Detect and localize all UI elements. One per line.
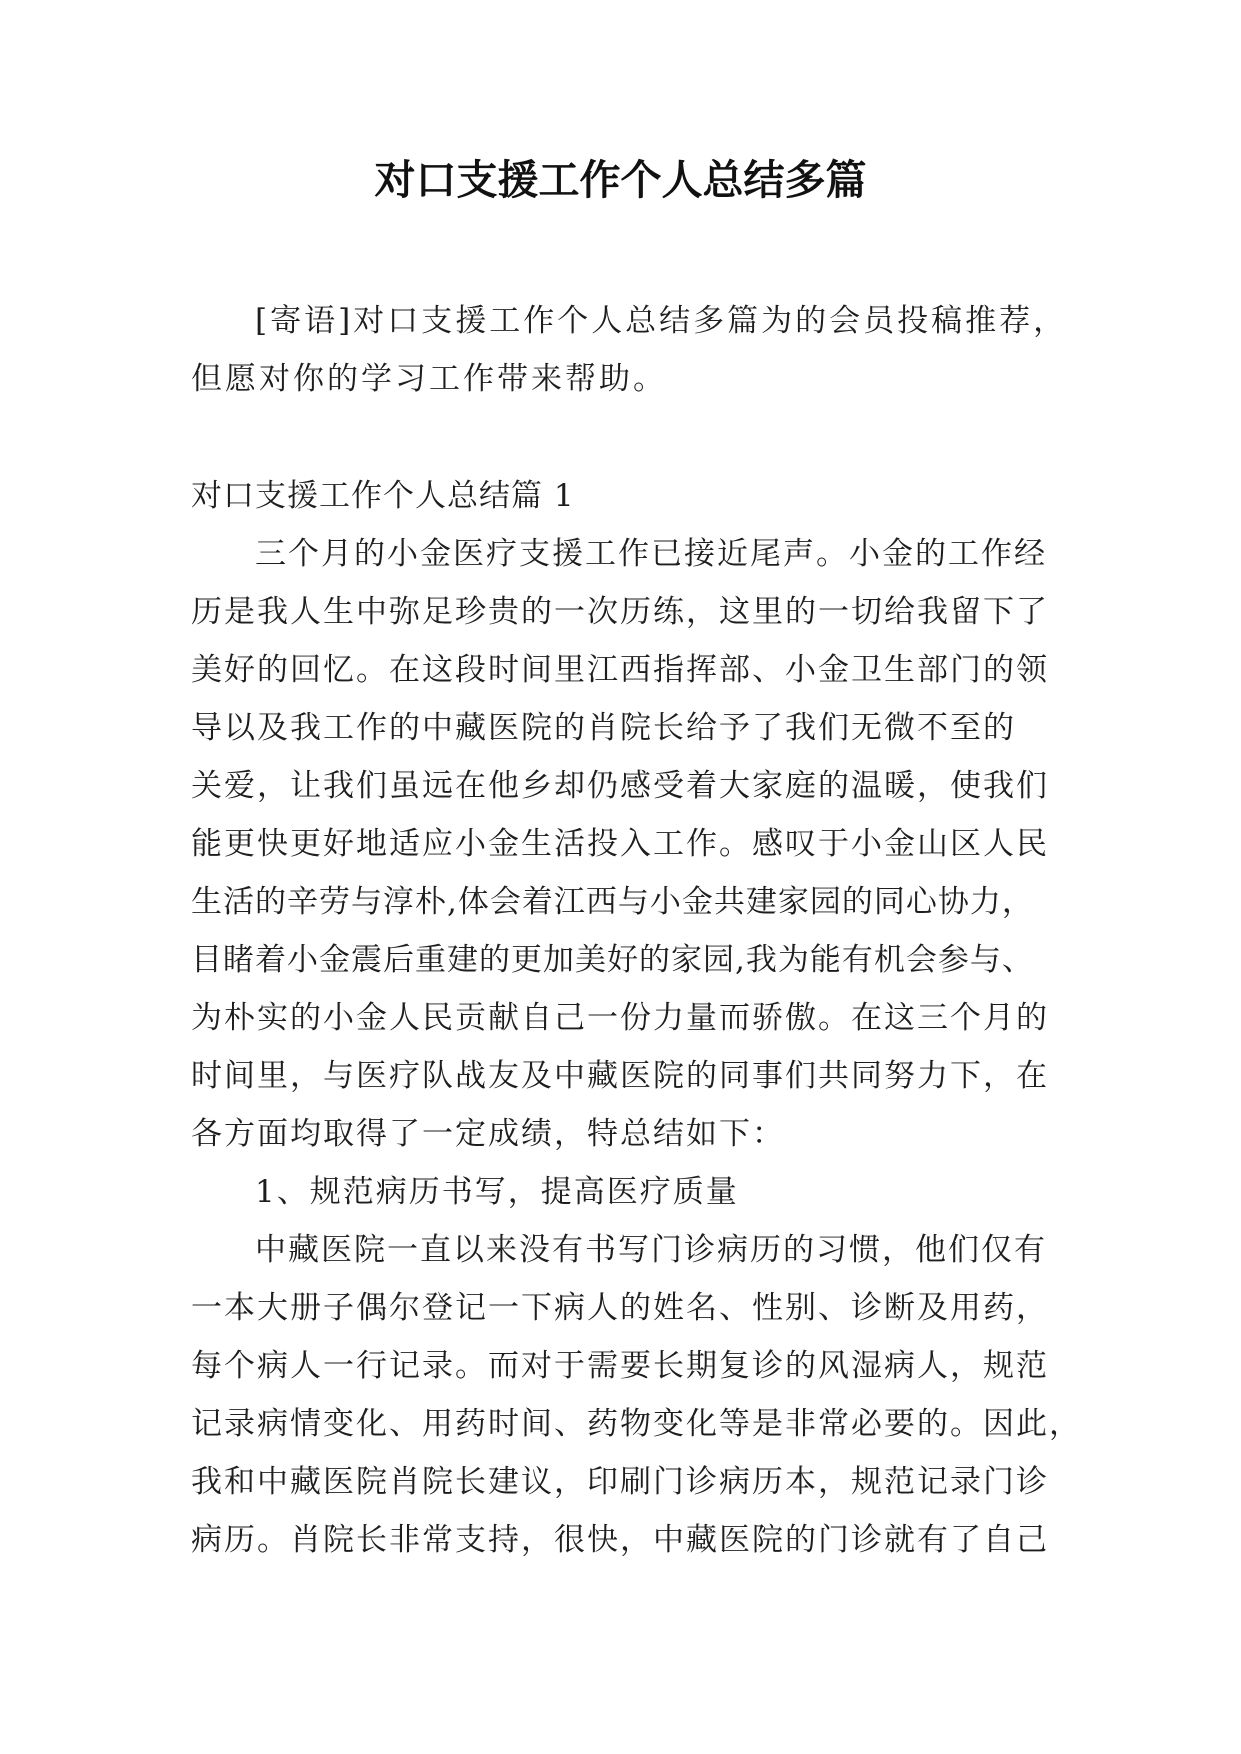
intro-line: 但愿对你的学习工作带来帮助。: [191, 361, 667, 397]
paragraph-line: 我和中藏医院肖院长建议，印刷门诊病历本，规范记录门诊: [191, 1464, 1049, 1500]
paragraph-line: 三个月的小金医疗支援工作已接近尾声。小金的工作经: [255, 536, 1047, 572]
paragraph-line: 能更快更好地适应小金生活投入工作。感叹于小金山区人民: [191, 826, 1049, 862]
paragraph-line: 为朴实的小金人民贡献自己一份力量而骄傲。在这三个月的: [191, 1000, 1049, 1036]
paragraph-line: 每个病人一行记录。而对于需要长期复诊的风湿病人，规范: [191, 1348, 1049, 1384]
paragraph-line: 关爱，让我们虽远在他乡却仍感受着大家庭的温暖，使我们: [191, 768, 1049, 804]
paragraph-line: 目睹着小金震后重建的更加美好的家园,我为能有机会参与、: [191, 942, 1034, 978]
paragraph-line: 中藏医院一直以来没有书写门诊病历的习惯，他们仅有: [255, 1232, 1047, 1268]
paragraph-line: 历是我人生中弥足珍贵的一次历练，这里的一切给我留下了: [191, 594, 1049, 630]
paragraph-line: 病历。肖院长非常支持，很快，中藏医院的门诊就有了自己: [191, 1522, 1049, 1558]
item-heading: 1、规范病历书写，提高医疗质量: [255, 1174, 739, 1210]
paragraph-line: 记录病情变化、用药时间、药物变化等是非常必要的。因此，: [191, 1406, 1082, 1442]
intro-line: [寄语]对口支援工作个人总结多篇为的会员投稿推荐，: [255, 303, 1068, 339]
paragraph-line: 导以及我工作的中藏医院的肖院长给予了我们无微不至的: [191, 710, 1016, 746]
paragraph-line: 生活的辛劳与淳朴,体会着江西与小金共建家园的同心协力，: [191, 884, 1034, 920]
paragraph-line: 美好的回忆。在这段时间里江西指挥部、小金卫生部门的领: [191, 652, 1049, 688]
document-title: 对口支援工作个人总结多篇: [374, 156, 867, 204]
paragraph-line: 各方面均取得了一定成绩，特总结如下：: [191, 1116, 785, 1152]
paragraph-line: 时间里，与医疗队战友及中藏医院的同事们共同努力下，在: [191, 1058, 1049, 1094]
section-heading: 对口支援工作个人总结篇 1: [191, 478, 575, 514]
intro-paragraph: [191, 292, 1071, 408]
main-content: [191, 467, 1082, 1569]
paragraph-line: 一本大册子偶尔登记一下病人的姓名、性别、诊断及用药，: [191, 1290, 1049, 1326]
